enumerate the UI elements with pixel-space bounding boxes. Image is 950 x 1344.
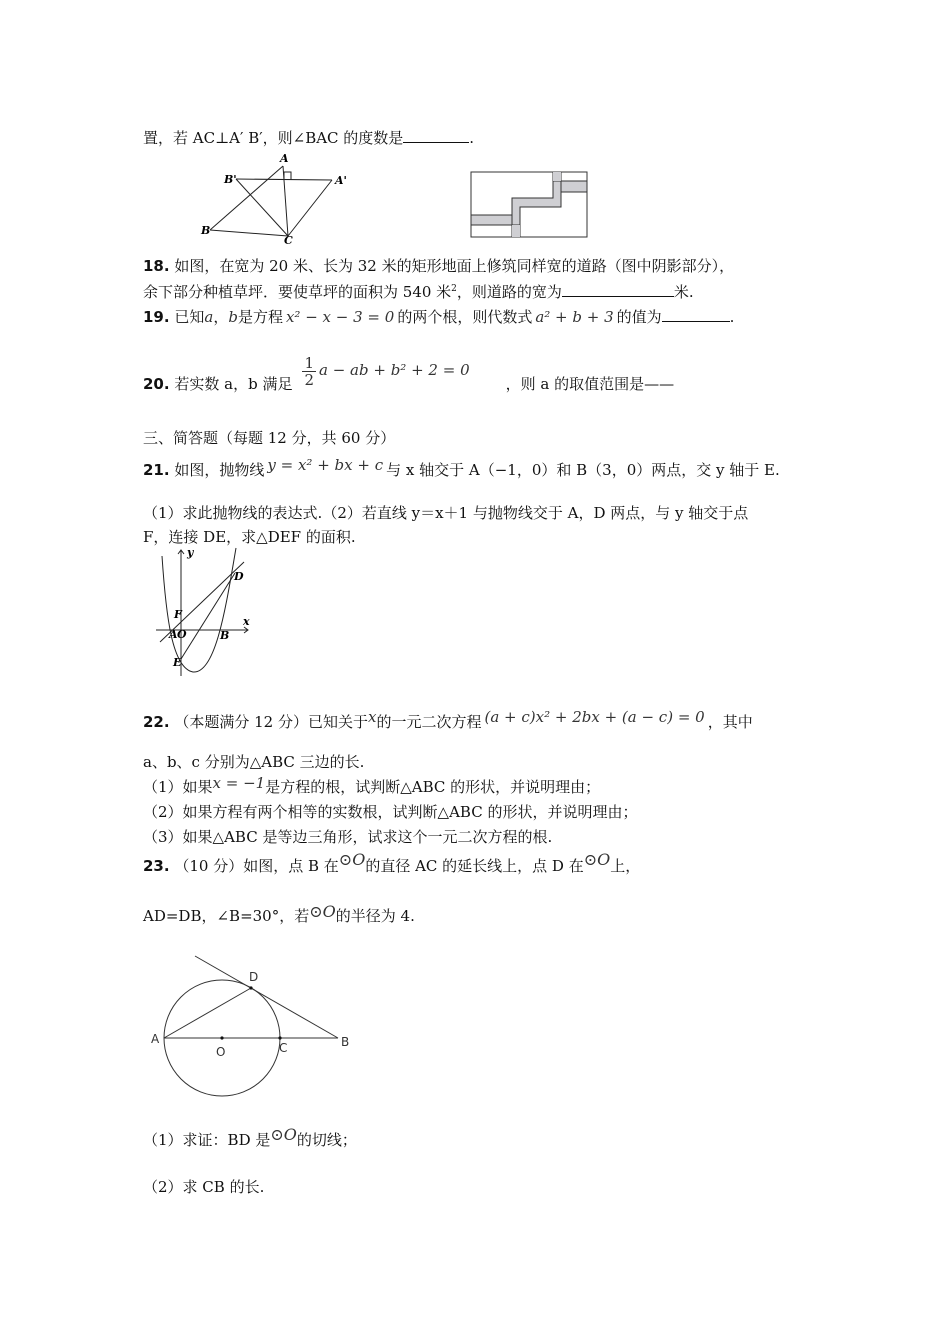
line-bpc <box>236 179 288 236</box>
label-o: O <box>216 1045 226 1059</box>
section-3-heading: 三、简答题（每题 12 分，共 60 分） <box>143 429 396 447</box>
q23-line2-post: 的半径为 4. <box>335 907 415 925</box>
q19-comma: ， <box>213 308 229 326</box>
q23-part2: （2）求 CB 的长. <box>143 1178 265 1196</box>
label-a: A <box>169 628 178 641</box>
q23-mid: 的直径 AC 的延长线上，点 D 在 <box>365 857 584 875</box>
q22-part1 <box>143 774 601 797</box>
q19-var-a: a <box>204 308 214 326</box>
q23-pre: （10 分）如图，点 B 在 <box>174 857 339 875</box>
q22-pre: （本题满分 12 分）已知关于 <box>174 713 368 731</box>
label-a: A <box>151 1032 160 1046</box>
q19-mid2: 的两个根，则代数式 <box>397 308 533 326</box>
q23-circle-2: ⊙O <box>583 850 611 869</box>
q23-post: 上， <box>610 857 641 875</box>
q21-post: 与 x 轴交于 A（−1，0）和 B（3，0）两点，交 y 轴于 E. <box>386 461 780 479</box>
q17-text: 置，若 AC⊥A′ B′，则∠BAC 的度数是 <box>143 129 404 147</box>
q23-part1 <box>143 1125 357 1150</box>
q20-eq-rest: a − ab + b² + 2 = 0 <box>319 361 470 379</box>
road-bottom-fill <box>512 225 520 237</box>
q23-circle-1: ⊙O <box>338 850 366 869</box>
q19-end-pre: 的值为 <box>616 308 662 326</box>
q23-line2-pre: AD=DB，∠B=30°，若 <box>143 907 310 925</box>
label-b: B <box>201 224 211 237</box>
q19-answer-blank[interactable] <box>662 306 730 322</box>
q23-line1 <box>143 850 641 876</box>
q23-part1-post: 的切线； <box>296 1131 357 1149</box>
q23-figure <box>145 950 360 1100</box>
q18-text-1: 如图，在宽为 20 米、长为 32 米的矩形地面上修筑同样宽的道路（图中阴影部分）， <box>174 257 735 275</box>
label-d: D <box>234 570 244 583</box>
q21-part1-line1: （1）求此抛物线的表达式.（2）若直线 y＝x＋1 与抛物线交于 A，D 两点，与 y 轴交于点 <box>143 504 749 522</box>
point-o <box>220 1036 223 1039</box>
q19-number: 19. <box>143 308 170 326</box>
q21-figure <box>148 546 253 678</box>
label-b: B <box>341 1035 350 1049</box>
label-d: D <box>249 970 259 984</box>
q19-mid: 是方程 <box>237 308 283 326</box>
line-ad <box>164 988 251 1038</box>
q22-part3: （3）如果△ABC 是等边三角形，试求这个一元二次方程的根. <box>143 828 553 846</box>
q19-equation: x² − x − 3 = 0 <box>285 308 395 326</box>
label-b: B <box>220 629 230 642</box>
label-f: F <box>174 608 182 621</box>
q22-number: 22. <box>143 713 170 731</box>
q23-line2 <box>143 902 415 926</box>
q21-part1-line2: F，连接 DE，求△DEF 的面积. <box>143 528 356 546</box>
q20-frac-num: 1 <box>304 353 314 372</box>
q22-line2: a、b、c 分别为△ABC 三边的长. <box>143 753 365 771</box>
label-e: E <box>173 656 182 669</box>
line-ab <box>210 166 283 230</box>
q21-equation: y = x² + bx + c <box>267 456 384 474</box>
tangent-bd <box>195 956 338 1038</box>
label-a: A <box>280 152 289 165</box>
point-d <box>249 986 252 989</box>
q17-figure <box>198 150 358 245</box>
q22-equation: (a + c)x² + 2bx + (a − c) = 0 <box>484 708 705 726</box>
q23-part1-pre: （1）求证：BD 是 <box>143 1131 271 1149</box>
q19-pre: 已知 <box>174 308 205 326</box>
label-y: y <box>187 546 194 559</box>
q18-line1 <box>143 256 734 276</box>
label-aprime: A' <box>335 174 347 187</box>
q19-expr: a² + b + 3 <box>535 308 614 326</box>
label-c: C <box>279 1041 288 1055</box>
q18-figure <box>470 171 590 241</box>
q17-answer-blank[interactable] <box>403 127 469 143</box>
q17-tail-line <box>143 127 474 148</box>
label-o: O <box>177 628 187 641</box>
q22-var-x: x <box>367 708 377 726</box>
q19-end: . <box>729 308 735 326</box>
q19-line <box>143 306 734 327</box>
right-angle-mark <box>284 172 291 180</box>
q22-p1-eq: x = −1 <box>212 774 266 792</box>
q17-end: . <box>469 129 475 147</box>
q20-post: ，则 a 的取值范围是—— <box>505 375 675 393</box>
q18-answer-blank[interactable] <box>562 281 674 297</box>
q21-number: 21. <box>143 461 170 479</box>
label-c: C <box>284 234 293 245</box>
q21-line1 <box>143 456 780 480</box>
line-bc <box>210 230 288 236</box>
q20-number: 20. <box>143 375 170 393</box>
q21-pre: 如图，抛物线 <box>174 461 265 479</box>
q22-p1-post: 是方程的根，试判断△ABC 的形状，并说明理由； <box>265 778 601 796</box>
q22-post: ，其中 <box>707 713 753 731</box>
label-x: x <box>243 615 250 628</box>
q20-pre: 若实数 a，b 满足 <box>174 375 293 393</box>
q23-circle-3: ⊙O <box>309 902 336 921</box>
q22-mid: 的一元二次方程 <box>376 713 482 731</box>
q20-line <box>143 353 675 406</box>
line-apc <box>288 180 332 236</box>
line-ed <box>181 573 235 659</box>
q18-text-3: ，则道路的宽为 <box>456 283 562 301</box>
q22-part2: （2）如果方程有两个相等的实数根，试判断△ABC 的形状，并说明理由； <box>143 803 638 821</box>
q18-number: 18. <box>143 257 170 275</box>
q22-p1-pre: （1）如果 <box>143 778 213 796</box>
q20-frac-den: 2 <box>304 370 314 389</box>
q23-number: 23. <box>143 857 170 875</box>
q23-circle-4: ⊙O <box>270 1125 297 1144</box>
q18-sup: 2 <box>451 284 457 294</box>
label-bprime: B' <box>224 173 237 186</box>
road-top-fill <box>553 172 561 181</box>
q18-text-2: 余下部分种植草坪．要使草坪的面积为 540 米 <box>143 283 452 301</box>
q19-var-b: b <box>228 308 238 326</box>
q18-end: 米. <box>673 283 694 301</box>
q18-line2 <box>143 279 694 302</box>
q20-equation <box>302 352 469 388</box>
point-c <box>278 1036 281 1039</box>
q22-line1 <box>143 708 753 732</box>
